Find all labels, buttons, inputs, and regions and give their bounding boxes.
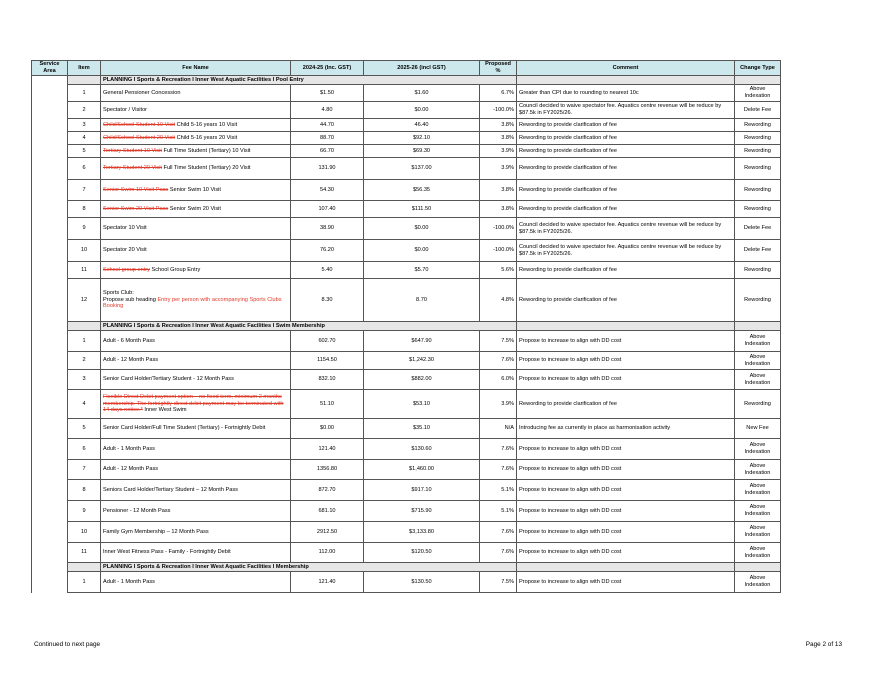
service-area-cell [32,262,68,279]
table-row [32,279,781,322]
proposed-percent: 3.8% [480,132,517,145]
section-item-cell [68,563,101,572]
fee-name [101,201,291,218]
item-number: 7 [68,460,101,480]
comment: Rewording to provide clarification of fee [517,180,735,201]
table-row [32,501,781,522]
section-empty-cell [735,76,781,85]
change-type: Rewording [735,119,781,132]
proposed-percent: 6.0% [480,370,517,390]
comment: Propose to increase to align with DD cost [517,572,735,593]
fee-2024-25: $1.50 [291,85,364,102]
proposed-percent: 3.9% [480,158,517,180]
header-2024-25: 2024-25 (Inc. GST) [291,61,364,76]
fee-name [101,390,291,419]
proposed-percent: 3.8% [480,119,517,132]
section-empty-cell [517,563,735,572]
page-number: Page 2 of 13 [805,641,842,648]
fee-name [101,240,291,262]
fee-name [101,132,291,145]
fee-2024-25: 872.70 [291,480,364,501]
fee-2024-25: 88.70 [291,132,364,145]
fee-2025-26: $56.35 [364,180,480,201]
fee-name-text: Senior Swim 20 Visit [168,205,221,212]
proposed-percent: 4.8% [480,279,517,322]
header-comment: Comment [517,61,735,76]
struck-fee-name: Flexible Direct Debit payment option – no fixed term, minimum 2 months membership. The fortnightly direct debit payment may be terminated with 14 days notice.* [103,393,284,414]
header-service-area: Service Area [32,61,68,76]
table-row [32,119,781,132]
proposed-percent: 3.9% [480,390,517,419]
table-row [32,218,781,240]
change-type: Above Indexation [735,460,781,480]
fee-2024-25: 1154.50 [291,352,364,370]
fee-2025-26: $35.10 [364,419,480,439]
struck-fee-name: Tertiary Student 10 Visit [103,147,162,154]
fee-name [101,158,291,180]
service-area-cell [32,279,68,322]
table-row [32,145,781,158]
change-type: Delete Fee [735,218,781,240]
item-number: 2 [68,352,101,370]
fee-2025-26: $111.50 [364,201,480,218]
fee-2024-25: 76.20 [291,240,364,262]
comment: Propose to increase to align with DD cost [517,460,735,480]
section-title: PLANNING I Sports & Recreation I Inner West Aquatic Facilities I Pool Entry [101,76,517,85]
proposed-percent: -100.0% [480,240,517,262]
fee-2025-26: $92.10 [364,132,480,145]
service-area-cell [32,331,68,352]
service-area-cell [32,390,68,419]
table-row [32,370,781,390]
proposed-percent: 7.5% [480,572,517,593]
change-type: Above Indexation [735,85,781,102]
fee-name [101,480,291,501]
comment: Rewording to provide clarification of fee [517,119,735,132]
fee-2025-26: $882.00 [364,370,480,390]
comment: Propose to increase to align with DD cost [517,522,735,543]
fee-2025-26: $130.50 [364,572,480,593]
fee-2024-25: 121.40 [291,439,364,460]
fee-2024-25: 44.70 [291,119,364,132]
fee-name-text: Sports Club: [103,289,134,296]
change-type: Above Indexation [735,501,781,522]
fee-2025-26: $647.90 [364,331,480,352]
section-row [32,76,781,85]
fee-name [101,145,291,158]
fee-2025-26: $130.60 [364,439,480,460]
table-row [32,480,781,501]
fee-name [101,501,291,522]
service-area-cell [32,132,68,145]
change-type: Above Indexation [735,370,781,390]
comment: Council decided to waive spectator fee. Aquatics centre revenue will be reduce by $87.5k in FY2025/26. [517,102,735,119]
change-type: Delete Fee [735,240,781,262]
fee-name-text: Inner West Fitness Pass - Family - Fortnightly Debit [103,549,231,555]
comment: Rewording to provide clarification of fee [517,390,735,419]
item-number: 8 [68,201,101,218]
fee-name-text: Propose sub heading [103,296,158,303]
table-row [32,158,781,180]
fee-2025-26: $1,242.30 [364,352,480,370]
fee-2024-25: 8.30 [291,279,364,322]
service-area-cell [32,145,68,158]
service-area-cell [32,201,68,218]
section-row [32,563,781,572]
change-type: Rewording [735,201,781,218]
item-number: 10 [68,522,101,543]
fee-name-text: Senior Swim 10 Visit [168,186,221,193]
item-number: 1 [68,331,101,352]
change-type: Delete Fee [735,102,781,119]
comment: Rewording to provide clarification of fee [517,279,735,322]
comment: Rewording to provide clarification of fee [517,262,735,279]
proposed-percent: 7.6% [480,543,517,563]
item-number: 3 [68,119,101,132]
service-area-cell [32,352,68,370]
service-area-cell [32,572,68,593]
change-type: Rewording [735,158,781,180]
header-2025-26: 2025-26 (incl GST) [364,61,480,76]
fee-name-text: School Group Entry [149,266,201,273]
fee-name [101,102,291,119]
proposed-percent: 7.6% [480,439,517,460]
fee-name-text: Full Time Student (Tertiary) 20 Visit [161,165,251,171]
service-area-cell [32,119,68,132]
fee-2025-26: $120.50 [364,543,480,563]
fee-2025-26: $917.10 [364,480,480,501]
change-type: Rewording [735,180,781,201]
service-area-cell [32,522,68,543]
item-number: 3 [68,370,101,390]
fee-2024-25: 66.70 [291,145,364,158]
change-type: Rewording [735,390,781,419]
fee-name [101,460,291,480]
fee-2025-26: $1.60 [364,85,480,102]
comment: Council decided to waive spectator fee. Aquatics centre revenue will be reduce by $87.5k in FY2025/26. [517,218,735,240]
fee-2025-26: $715.90 [364,501,480,522]
fee-2025-26: 8.70 [364,279,480,322]
change-type: Above Indexation [735,331,781,352]
fee-name-text: Inner West Swim [142,407,187,414]
table-row [32,460,781,480]
struck-fee-name: Child/School Student 10 Visit [103,121,176,128]
fee-2024-25: 54.30 [291,180,364,201]
item-number: 6 [68,439,101,460]
fee-name-text: Spectator 10 Visit [103,225,147,231]
comment: Propose to increase to align with DD cost [517,480,735,501]
fee-2024-25: 121.40 [291,572,364,593]
fee-name-text: Pensioner - 12 Month Pass [103,507,171,514]
fee-2025-26: $0.00 [364,102,480,119]
fee-2025-26: 46.40 [364,119,480,132]
section-empty-cell [735,563,781,572]
service-area-cell [32,102,68,119]
section-item-cell [68,322,101,331]
fee-name [101,419,291,439]
change-type: New Fee [735,419,781,439]
change-type: Above Indexation [735,480,781,501]
proposed-percent: N/A [480,419,517,439]
fee-2024-25: 131.90 [291,158,364,180]
fee-name [101,218,291,240]
table-row [32,331,781,352]
fee-name-text: Full Time Student (Tertiary) 10 Visit [161,147,251,154]
fee-name [101,85,291,102]
struck-fee-name: Senior Swim 10 Visit Pass [103,186,169,193]
struck-fee-name: Senior Swim 20 Visit Pass [103,205,169,212]
table-row [32,85,781,102]
struck-fee-name: Child/School Student 20 Visit [103,134,176,141]
fee-name [101,352,291,370]
header-fee-name: Fee Name [101,61,291,76]
header-change-type: Change Type [735,61,781,76]
struck-fee-name: Tertiary Student 20 Visit [103,165,162,171]
fee-name [101,370,291,390]
proposed-percent: 3.8% [480,201,517,218]
service-area-cell [32,158,68,180]
service-area-cell [32,85,68,102]
proposed-percent: 6.7% [480,85,517,102]
service-area-cell [32,76,68,85]
proposed-percent: 3.8% [480,180,517,201]
table-row [32,201,781,218]
fee-name [101,119,291,132]
table-row [32,572,781,593]
fee-name-text: Adult - 12 Month Pass [103,357,159,363]
fee-name-text: Spectator 20 Visit [103,247,147,253]
change-type: Above Indexation [735,439,781,460]
item-number: 1 [68,572,101,593]
proposed-percent: 7.6% [480,522,517,543]
section-title: PLANNING I Sports & Recreation I Inner West Aquatic Facilities I Membership [101,563,517,572]
fee-name-text: Adult - 12 Month Pass [103,466,159,472]
proposed-percent: 3.9% [480,145,517,158]
fee-name-text: Seniors Card Holder/Tertiary Student – 12 Month Pass [103,486,238,493]
comment: Propose to increase to align with DD cost [517,501,735,522]
fee-name [101,572,291,593]
header-proposed: Proposed % [480,61,517,76]
fee-2024-25: 5.40 [291,262,364,279]
service-area-cell [32,480,68,501]
proposed-percent: 5.6% [480,262,517,279]
item-number: 1 [68,85,101,102]
service-area-cell [32,563,68,572]
item-number: 2 [68,102,101,119]
table-row [32,180,781,201]
section-title: PLANNING I Sports & Recreation I Inner West Aquatic Facilities I Swim Membership [101,322,517,331]
item-number: 9 [68,501,101,522]
fee-name-text: Senior Card Holder/Full Time Student (Tertiary) - Fortnightly Debit [103,425,266,431]
fee-name [101,180,291,201]
service-area-cell [32,419,68,439]
table-row [32,522,781,543]
fee-name-text: General Pensioner Concession [103,89,181,96]
header-item: Item [68,61,101,76]
item-number: 11 [68,262,101,279]
proposed-percent: 7.5% [480,331,517,352]
section-empty-cell [735,322,781,331]
service-area-cell [32,370,68,390]
fee-2024-25: 2912.50 [291,522,364,543]
table-header-row [32,61,781,76]
proposed-percent: 7.6% [480,352,517,370]
fee-name-text: Spectator / Visitor [103,106,148,113]
fee-name [101,279,291,322]
comment: Rewording to provide clarification of fee [517,132,735,145]
fee-name [101,522,291,543]
change-type: Rewording [735,145,781,158]
service-area-cell [32,322,68,331]
service-area-cell [32,240,68,262]
fee-2025-26: $5.70 [364,262,480,279]
comment: Rewording to provide clarification of fee [517,201,735,218]
fee-2024-25: 602.70 [291,331,364,352]
item-number: 6 [68,158,101,180]
table-row [32,102,781,119]
fee-2025-26: $137.00 [364,158,480,180]
comment: Propose to increase to align with DD cost [517,543,735,563]
section-row [32,322,781,331]
service-area-cell [32,218,68,240]
service-area-cell [32,180,68,201]
change-type: Above Indexation [735,352,781,370]
fee-2024-25: 112.00 [291,543,364,563]
section-empty-cell [517,322,735,331]
change-type: Above Indexation [735,572,781,593]
fee-name-text: Child 5-16 years 10 Visit [175,121,238,128]
change-type: Rewording [735,279,781,322]
proposed-percent: 5.1% [480,480,517,501]
item-number: 12 [68,279,101,322]
fee-2024-25: 4.80 [291,102,364,119]
proposed-percent: 5.1% [480,501,517,522]
comment: Council decided to waive spectator fee. Aquatics centre revenue will be reduce by $87.5k in FY2025/26. [517,240,735,262]
item-number: 7 [68,180,101,201]
item-number: 5 [68,419,101,439]
table-row [32,262,781,279]
proposed-percent: -100.0% [480,218,517,240]
fee-2025-26: $69.30 [364,145,480,158]
table-row [32,543,781,563]
fee-2024-25: 832.10 [291,370,364,390]
table-row [32,352,781,370]
table-row [32,439,781,460]
fee-table-body [32,76,781,593]
fee-name-text: Adult - 1 Month Pass [103,578,155,585]
fee-2024-25: 1356.80 [291,460,364,480]
item-number: 11 [68,543,101,563]
continued-note: Continued to next page [34,641,101,648]
fee-2025-26: $53.10 [364,390,480,419]
comment: Rewording to provide clarification of fee [517,158,735,180]
fee-name-text: Adult - 1 Month Pass [103,445,155,452]
fee-table [31,60,781,593]
table-row [32,240,781,262]
item-number: 10 [68,240,101,262]
comment: Greater than CPI due to rounding to nearest 10c [517,85,735,102]
item-number: 8 [68,480,101,501]
item-number: 4 [68,132,101,145]
change-type: Rewording [735,132,781,145]
fee-2025-26: $1,460.00 [364,460,480,480]
proposed-percent: 7.6% [480,460,517,480]
comment: Rewording to provide clarification of fee [517,145,735,158]
service-area-cell [32,439,68,460]
fee-name-text: Family Gym Membership – 12 Month Pass [103,528,209,535]
service-area-cell [32,501,68,522]
table-row [32,132,781,145]
comment: Propose to increase to align with DD cost [517,331,735,352]
service-area-cell [32,460,68,480]
fee-name-text: Child 5-16 years 20 Visit [175,134,238,141]
fee-2024-25: 107.40 [291,201,364,218]
change-type: Rewording [735,262,781,279]
change-type: Above Indexation [735,543,781,563]
fee-2025-26: $0.00 [364,218,480,240]
section-empty-cell [517,76,735,85]
table-row [32,390,781,419]
fee-name [101,331,291,352]
fee-name [101,262,291,279]
comment: Propose to increase to align with DD cost [517,370,735,390]
fee-name-text: Adult - 6 Month Pass [103,337,155,344]
fee-2025-26: $0.00 [364,240,480,262]
table-row [32,419,781,439]
change-type: Above Indexation [735,522,781,543]
comment: Propose to increase to align with DD cost [517,439,735,460]
item-number: 4 [68,390,101,419]
item-number: 5 [68,145,101,158]
comment: Introducing fee as currently in place as harmonisation activity [517,419,735,439]
service-area-cell [32,543,68,563]
item-number: 9 [68,218,101,240]
section-item-cell [68,76,101,85]
fee-2025-26: $3,133.80 [364,522,480,543]
comment: Propose to increase to align with DD cost [517,352,735,370]
struck-fee-name: School group entry [103,266,150,273]
fee-name [101,439,291,460]
fee-2024-25: 51.10 [291,390,364,419]
fee-2024-25: 38.90 [291,218,364,240]
fee-name-text: Senior Card Holder/Tertiary Student - 12 Month Pass [103,376,234,382]
fee-2024-25: 681.10 [291,501,364,522]
fee-2024-25: $0.00 [291,419,364,439]
proposed-percent: -100.0% [480,102,517,119]
proposed-fee-name: Entry per person with accompanying Sports Clubs Booking [103,296,282,310]
fee-name [101,543,291,563]
